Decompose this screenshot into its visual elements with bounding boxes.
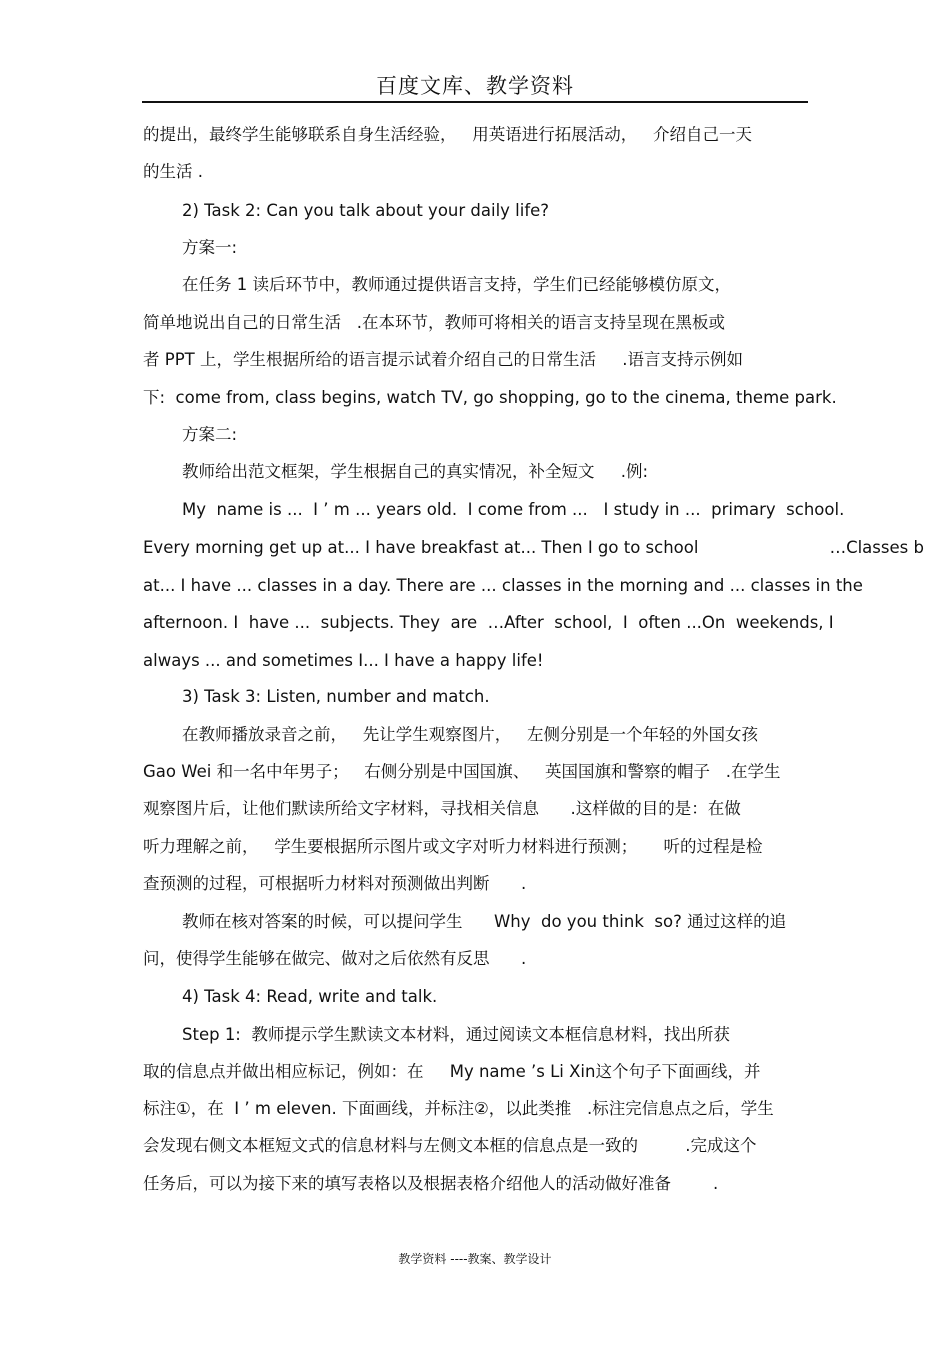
- text-line: 下: come from, class begins, watch TV, go shopping, go to the cinema, theme park.: [143, 388, 837, 407]
- text-line: My name is ... I ’ m ... years old. I come from ... I study in ... primary school.: [182, 500, 845, 519]
- text-line: afternoon. I have ... subjects. They are …After school, I often ...On weekends, I: [143, 613, 834, 632]
- text-line: 者 PPT 上，学生根据所给的语言提示试着介绍自己的日常生活 .语言支持示例如: [143, 350, 743, 369]
- text-line: 的生活 .: [143, 162, 203, 181]
- text-line: 查预测的过程，可根据听力材料对预测做出判断 .: [143, 874, 527, 893]
- page-footer: 教学资料 ----教案、教学设计: [398, 1252, 552, 1266]
- text-line: 简单地说出自己的日常生活 .在本环节，教师可将相关的语言支持呈现在黑板或: [143, 313, 725, 332]
- header-rule: [142, 101, 808, 103]
- text-line: 问，使得学生能够在做完、做对之后依然有反思 .: [143, 949, 527, 968]
- text-line: 观察图片后，让他们默读所给文字材料，寻找相关信息 .这样做的目的是：在做: [143, 799, 741, 818]
- text-line: 教师给出范文框架，学生根据自己的真实情况，补全短文 .例:: [182, 462, 649, 481]
- text-line: always ... and sometimes I... I have a happy life!: [143, 651, 544, 670]
- text-line: 教师在核对答案的时候，可以提问学生 Why do you think so? 通过这样的追: [182, 912, 787, 931]
- text-line: Gao Wei 和一名中年男子； 右侧分别是中国国旗、 英国国旗和警察的帽子 .在学生: [143, 762, 781, 781]
- text-line: at... I have ... classes in a day. There are ... classes in the morning and ... classes in the: [143, 576, 863, 595]
- text-line: 方案一:: [182, 238, 238, 257]
- text-line: Step 1: 教师提示学生默读文本材料，通过阅读文本框信息材料，找出所获: [182, 1025, 730, 1044]
- text-line: 听力理解之前， 学生要根据所示图片或文字对听力材料进行预测； 听的过程是检: [143, 837, 763, 856]
- section-heading: 2) Task 2: Can you talk about your daily life?: [182, 201, 550, 220]
- text-line: 任务后，可以为接下来的填写表格以及根据表格介绍他人的活动做好准备 .: [143, 1174, 719, 1193]
- text-line: 在任务 1 读后环节中，教师通过提供语言支持，学生们已经能够模仿原文，: [182, 275, 731, 294]
- text-line: Every morning get up at... I have breakfast at... Then I go to school …Classes b: [143, 538, 924, 557]
- text-line: 在教师播放录音之前， 先让学生观察图片， 左侧分别是一个年轻的外国女孩: [182, 725, 758, 744]
- page-header-title: 百度文库、教学资料: [376, 74, 574, 98]
- text-line: 的提出，最终学生能够联系自身生活经验， 用英语进行拓展活动， 介绍自己一天: [143, 125, 752, 144]
- text-line: 会发现右侧文本框短文式的信息材料与左侧文本框的信息点是一致的 .完成这个: [143, 1136, 757, 1155]
- section-heading: 3) Task 3: Listen, number and match.: [182, 687, 490, 706]
- section-heading: 4) Task 4: Read, write and talk.: [182, 987, 438, 1006]
- text-line: 标注①，在 I ’ m eleven. 下面画线，并标注②，以此类推 .标注完信息点之后，学生: [143, 1099, 774, 1118]
- text-line: 方案二:: [182, 425, 238, 444]
- text-line: 取的信息点并做出相应标记，例如：在 My name ’s Li Xin这个句子下面画线，并: [143, 1062, 761, 1081]
